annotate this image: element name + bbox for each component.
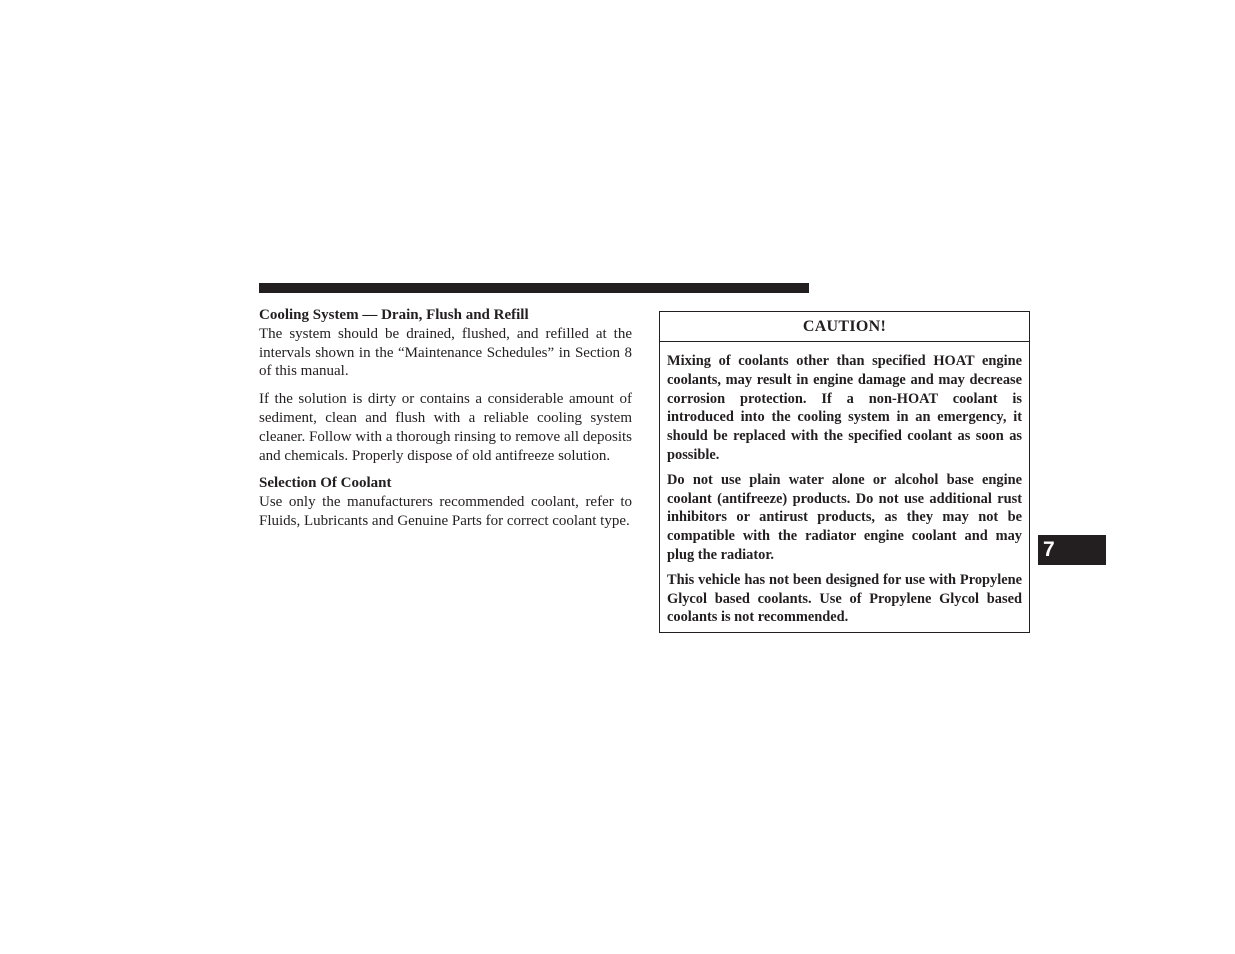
paragraph-drain-interval: The system should be drained, flushed, and refilled at the intervals shown in the “Maintenance Schedules” in Section 8 of this manual. bbox=[259, 325, 632, 380]
paragraph-coolant-selection: Use only the manufacturers recommended coolant, refer to Fluids, Lubricants and Genuine Parts for correct coolant type. bbox=[259, 494, 632, 529]
header-rule bbox=[259, 283, 809, 293]
caution-body bbox=[660, 342, 1029, 627]
left-column bbox=[259, 306, 632, 540]
caution-paragraph-propylene-glycol: This vehicle has not been designed for use with Propylene Glycol based coolants. Use of Propylene Glycol based coolants is not recommended. bbox=[667, 571, 1022, 626]
section-heading-drain-flush-refill: Cooling System — Drain, Flush and Refill bbox=[259, 307, 529, 323]
paragraph-dirty-solution: If the solution is dirty or contains a considerable amount of sediment, clean and flush with a reliable cooling system cleaner. Follow with a thorough rinsing to remove all deposits and chemicals. Properly dispose of old antifreeze solution. bbox=[259, 391, 632, 464]
section-heading-selection-of-coolant: Selection Of Coolant bbox=[259, 475, 392, 492]
caution-paragraph-mixing: Mixing of coolants other than specified HOAT engine coolants, may result in engine damage and may decrease corrosion protection. If a non-HOAT coolant is introduced into the cooling system in an emergency, it should be replaced with the specified coolant as soon as possible. bbox=[667, 353, 1022, 463]
caution-box bbox=[659, 311, 1030, 633]
caution-title: CAUTION! bbox=[660, 312, 1029, 342]
section-tab: 7 bbox=[1038, 535, 1106, 565]
caution-paragraph-plain-water: Do not use plain water alone or alcohol base engine coolant (antifreeze) products. Do not use additional rust inhibitors or antirust products, as they may not be compatible with the radiator engine coolant and may plug the radiator. bbox=[667, 471, 1022, 563]
